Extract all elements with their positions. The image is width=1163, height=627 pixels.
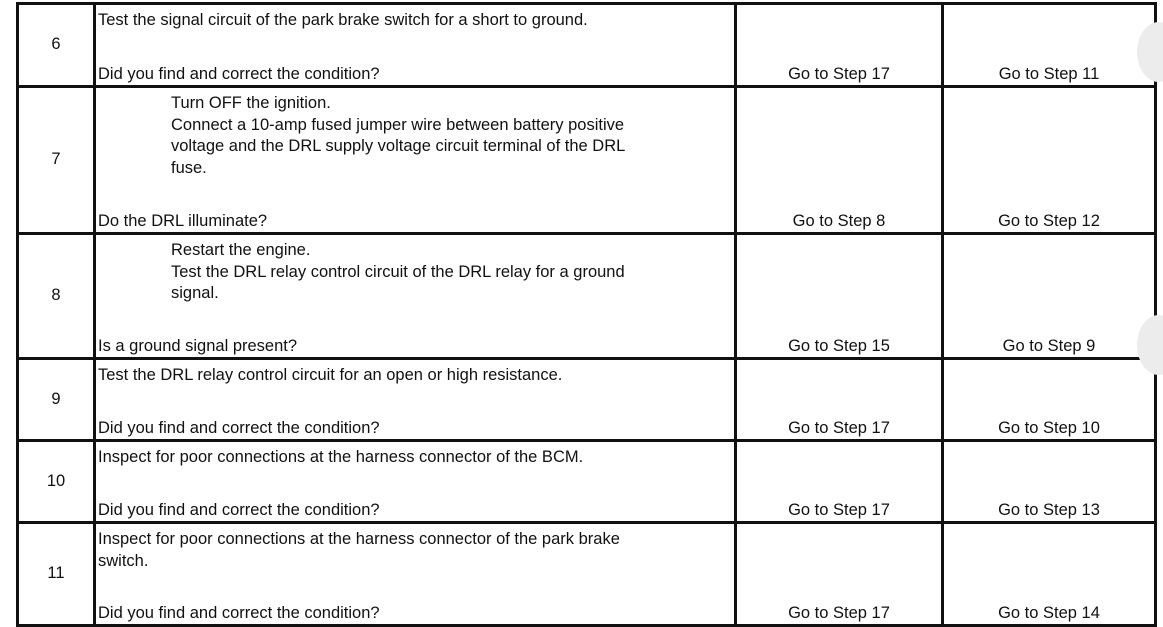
no-result: Go to Step 14 — [998, 603, 1100, 622]
step-question: Did you find and correct the condition? — [98, 603, 380, 622]
step-action-text: Restart the engine. Test the DRL relay control circuit of the DRL relay for a ground signal. — [171, 241, 625, 302]
step-action-cell — [95, 234, 736, 359]
step-action-text: Turn OFF the ignition. Connect a 10-amp fused jumper wire between battery positive voltage and the DRL supply voltage circuit terminal of the DRL fuse. — [171, 94, 626, 177]
step-action-text: Inspect for poor connections at the harness connector of the park brake switch. — [98, 530, 620, 570]
yes-result: Go to Step 17 — [788, 500, 890, 519]
step-question: Do the DRL illuminate? — [98, 211, 268, 230]
no-result: Go to Step 13 — [998, 500, 1100, 519]
step-action-text: Test the signal circuit of the park brake switch for a short to ground. — [98, 11, 588, 29]
step-action-text: Test the DRL relay control circuit for an open or high resistance. — [98, 366, 563, 384]
yes-result-cell — [736, 4, 943, 87]
yes-result-cell — [736, 441, 943, 523]
no-result: Go to Step 12 — [998, 211, 1100, 230]
table-row — [18, 234, 1156, 359]
yes-result: Go to Step 17 — [788, 418, 890, 437]
step-question: Did you find and correct the condition? — [98, 64, 380, 83]
table-row — [18, 523, 1156, 626]
step-number: 8 — [18, 234, 95, 359]
step-action-cell — [95, 4, 736, 87]
step-number: 10 — [18, 441, 95, 523]
step-action-cell — [95, 441, 736, 523]
diagnostic-steps-table — [16, 2, 1157, 627]
step-action-cell — [95, 87, 736, 234]
table-row — [18, 87, 1156, 234]
table-row — [18, 441, 1156, 523]
yes-result-cell — [736, 359, 943, 441]
no-result: Go to Step 11 — [998, 64, 1100, 83]
step-action-text: Inspect for poor connections at the harness connector of the BCM. — [98, 448, 584, 466]
step-number: 9 — [18, 359, 95, 441]
no-result-cell — [943, 441, 1156, 523]
yes-result: Go to Step 17 — [788, 64, 890, 83]
step-question: Did you find and correct the condition? — [98, 500, 380, 519]
yes-result-cell — [736, 523, 943, 626]
step-action-cell — [95, 359, 736, 441]
step-number: 11 — [18, 523, 95, 626]
yes-result: Go to Step 17 — [788, 603, 890, 622]
no-result-cell — [943, 523, 1156, 626]
step-number: 7 — [18, 87, 95, 234]
no-result-cell — [943, 359, 1156, 441]
no-result: Go to Step 9 — [1002, 336, 1096, 355]
no-result-cell — [943, 4, 1156, 87]
table-row — [18, 359, 1156, 441]
table-row — [18, 4, 1156, 87]
step-question: Did you find and correct the condition? — [98, 418, 380, 437]
no-result-cell — [943, 87, 1156, 234]
no-result-cell — [943, 234, 1156, 359]
yes-result-cell — [736, 87, 943, 234]
step-question: Is a ground signal present? — [98, 336, 298, 355]
step-number: 6 — [18, 4, 95, 87]
no-result: Go to Step 10 — [998, 418, 1100, 437]
yes-result-cell — [736, 234, 943, 359]
yes-result: Go to Step 15 — [788, 336, 890, 355]
yes-result: Go to Step 8 — [792, 211, 886, 230]
step-action-cell — [95, 523, 736, 626]
